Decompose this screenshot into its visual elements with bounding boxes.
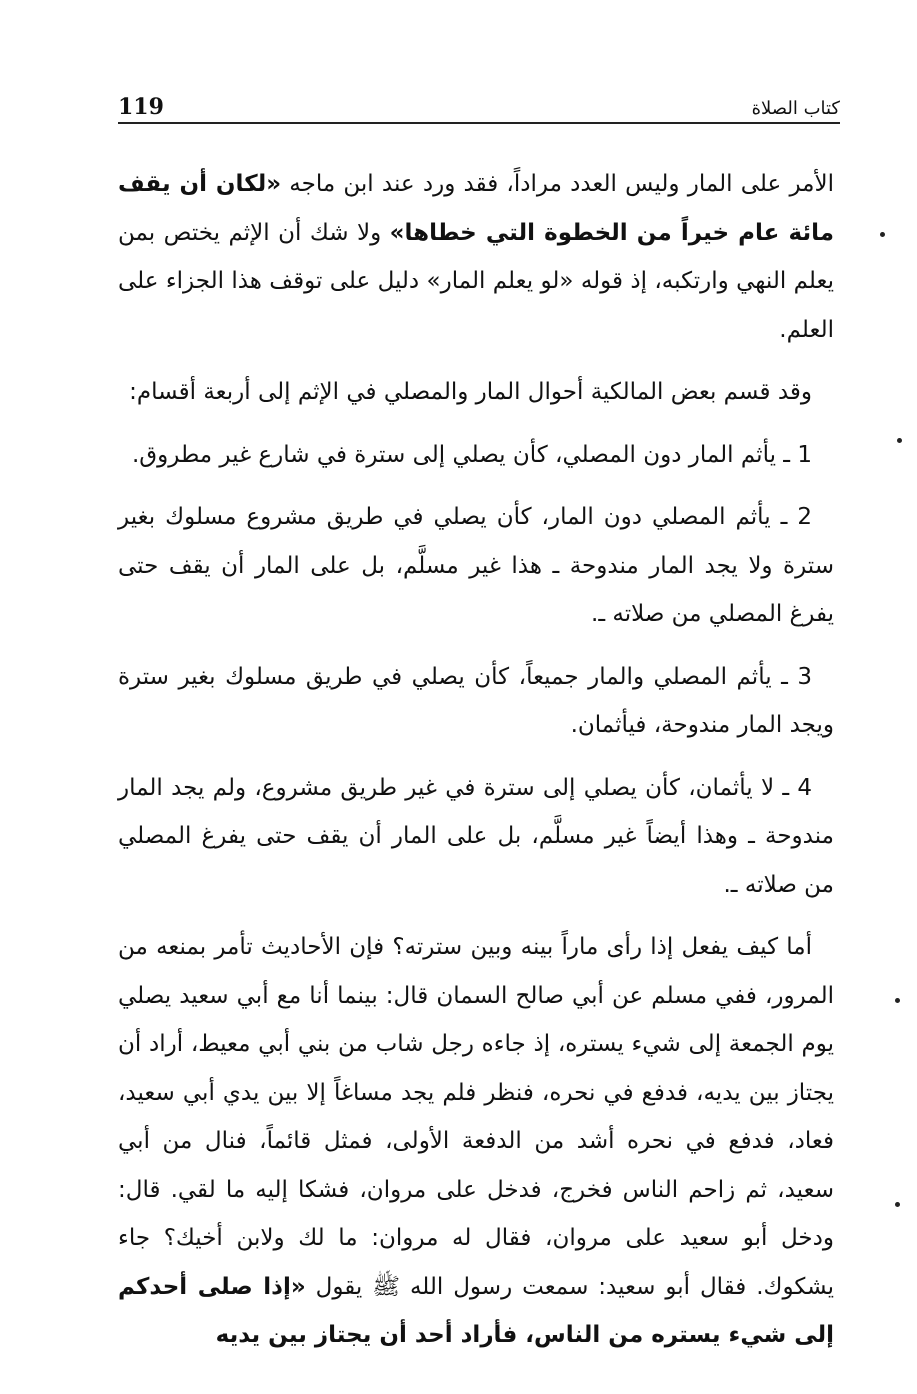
paragraph-2: وقد قسم بعض المالكية أحوال المار والمصلي في الإثم إلى أربعة أقسام: <box>129 379 812 405</box>
margin-mark <box>895 998 900 1003</box>
paragraph-1 <box>118 160 834 354</box>
margin-mark <box>897 438 902 443</box>
page-body <box>118 160 834 1374</box>
list-item-4: 4 ـ لا يأثمان، كأن يصلي إلى سترة في غير طريق مشروع، ولم يجد المار مندوحة ـ وهذا أيضاً غير مسلَّم، بل على المار أن يقف حتى يفرغ المصلي من صلاته ـ. <box>118 774 834 898</box>
page-number: 119 <box>118 94 164 120</box>
paragraph-1-text-c: ولا شك أن الإثم يختص بمن يعلم النهي وارتكبه، إذ قوله «لو يعلم المار» دليل على توقف هذا الجزاء على العلم. <box>118 219 834 343</box>
margin-mark <box>895 1202 900 1207</box>
hadith-quote-muslim: «إذا صلى أحدكم إلى شيء يستره من الناس، فأراد أحد أن يجتاز بين يديه <box>118 1273 834 1348</box>
running-title: كتاب الصلاة <box>751 98 840 119</box>
list-item-3: 3 ـ يأثم المصلي والمار جميعاً، كأن يصلي في طريق مسلوك بغير سترة ويجد المار مندوحة، فيأثمان. <box>118 663 834 738</box>
paragraph-7-text-a: أما كيف يفعل إذا رأى ماراً بينه وبين سترته؟ فإن الأحاديث تأمر بمنعه من المرور، ففي مسلم عن أبي صالح السمان قال: بينما أنا مع أبي سعيد يصلي يوم الجمعة إلى شيء يستره، إذ جاءه رجل شاب من بني أبي معيط، أراد أن يجتاز بين يديه، فدفع في نحره، فنظر فلم يجد مساغاً إلا بين يدي أبي سعيد، فعاد، فدفع في نحره أشد من الدفعة الأولى، فمثل قائماً، فنال من أبي سعيد، ثم زاحم الناس فخرج، فدخل على مروان، فشكا إليه ما لقي. قال: ودخل أبو سعيد على مروان، فقال له مروان: ما لك ولابن أخيك؟ جاء يشكوك. فقال أبو سعيد: سمعت رسول الله ﷺ يقول <box>118 934 835 1300</box>
margin-mark <box>880 232 885 237</box>
hadith-quote-ibn-majah: «لكان أن يقف مائة عام خيراً من الخطوة التي خطاها» <box>118 171 834 246</box>
list-item-1: 1 ـ يأثم المار دون المصلي، كأن يصلي إلى سترة في شارع غير مطروق. <box>131 441 812 468</box>
paragraph-1-text-a: الأمر على المار وليس العدد مراداً، فقد ورد عند ابن ماجه <box>281 171 834 197</box>
list-item-2: 2 ـ يأثم المصلي دون المار، كأن يصلي في طريق مشروع مسلوك بغير سترة ولا يجد المار مندوحة ـ هذا غير مسلَّم، بل على المار أن يقف حتى يفرغ المصلي من صلاته ـ. <box>118 504 834 627</box>
page-header <box>118 88 840 124</box>
paragraph-7 <box>118 923 834 1360</box>
